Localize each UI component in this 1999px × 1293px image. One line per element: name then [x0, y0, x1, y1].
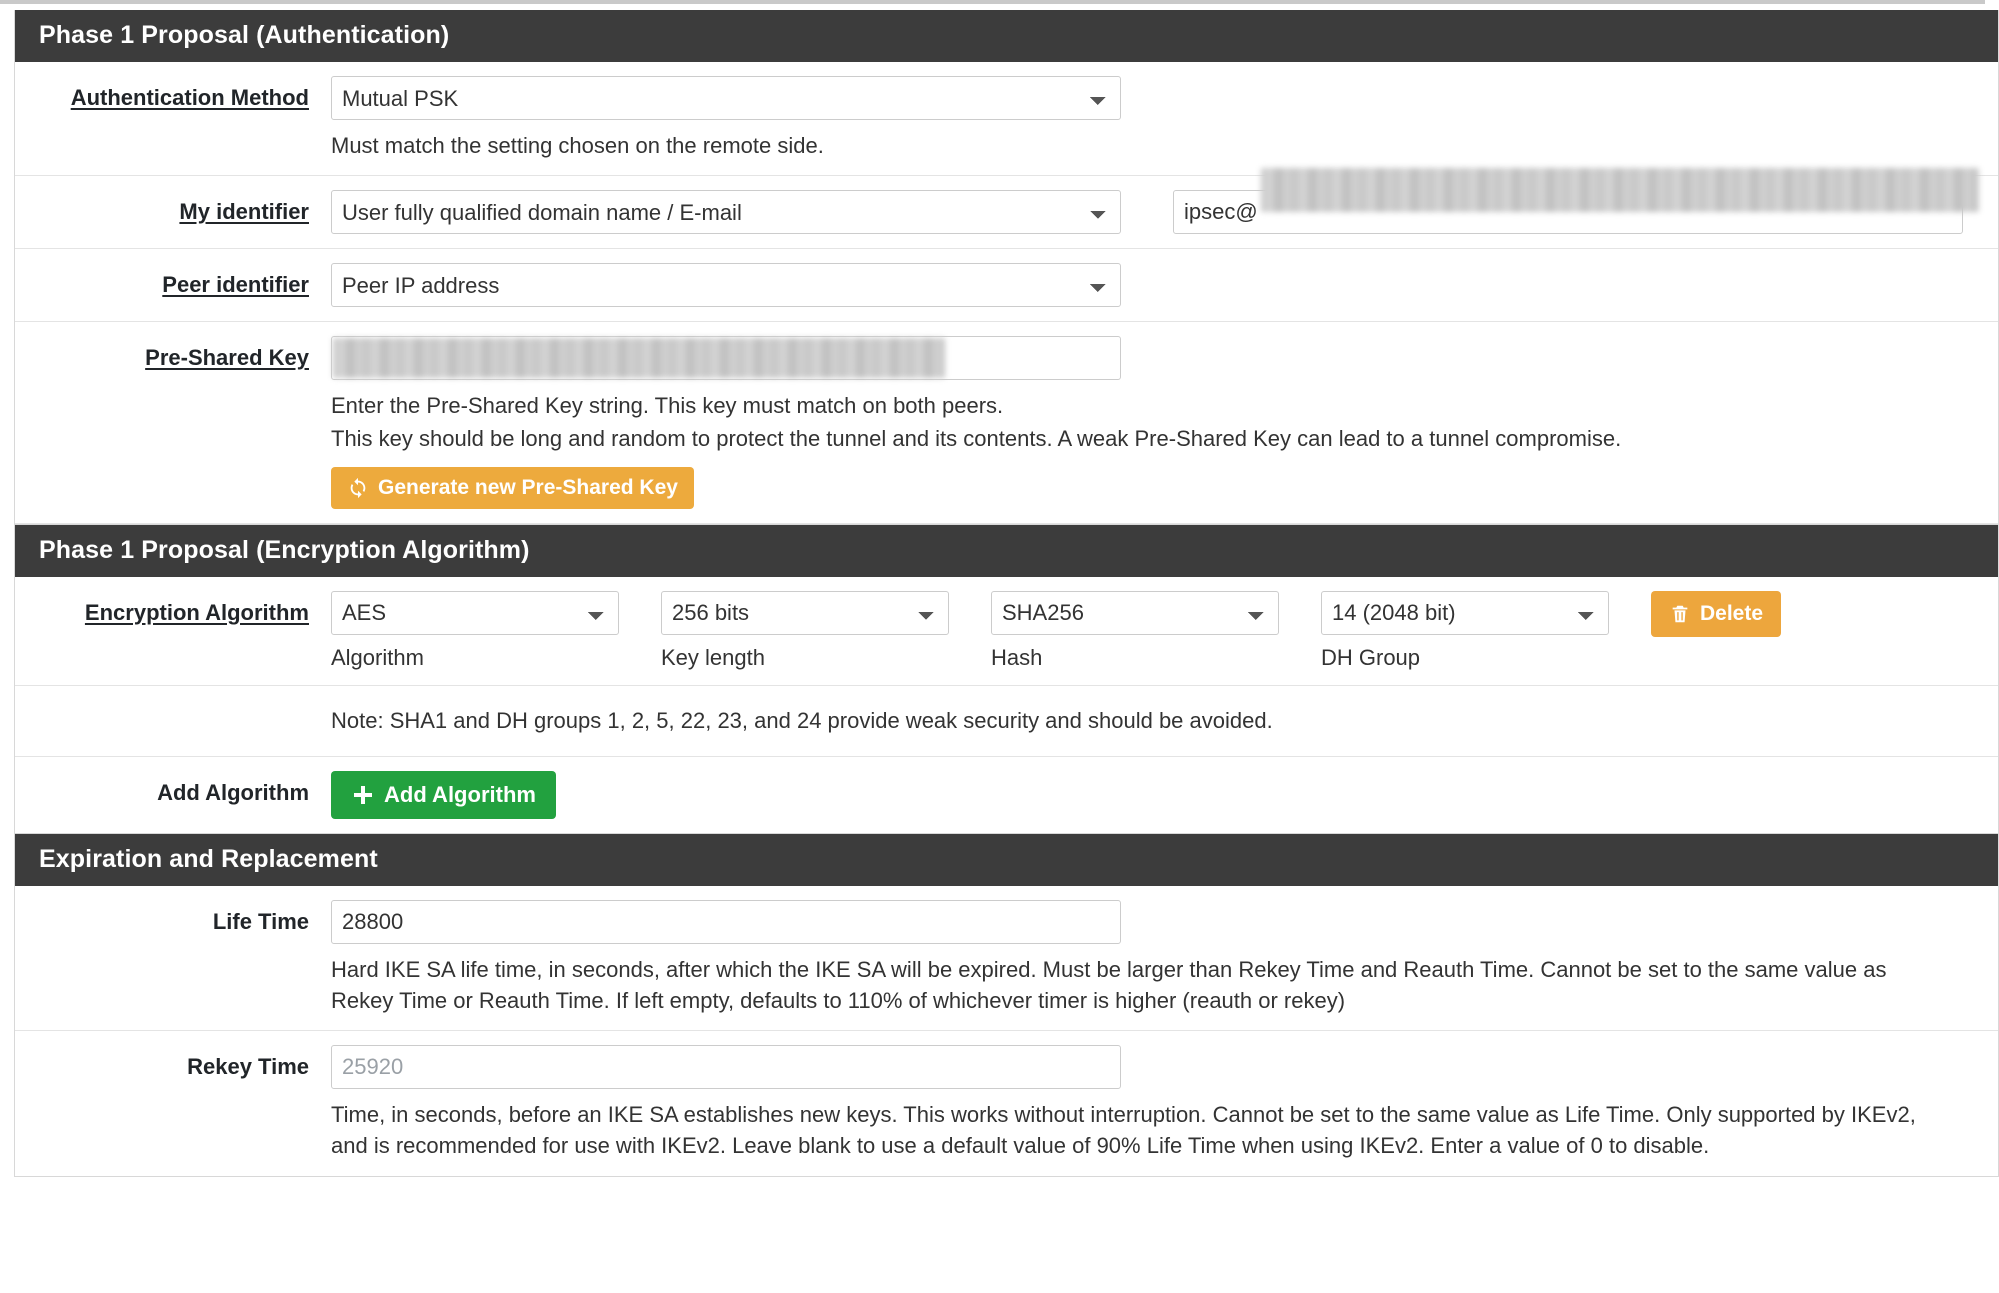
my-identifier-redaction — [1261, 168, 1979, 212]
hash-group — [991, 591, 1279, 671]
life-time-help: Hard IKE SA life time, in seconds, after which the IKE SA will be expired. Must be larger than Rekey Time and Reauth Time. Cannot be set to the same value as Rekey Time or Reauth Time. If left empty, defaults to 110% of whichever timer is higher (reauth or rekey) — [331, 956, 1887, 1013]
panel-heading-phase1-authentication: Phase 1 Proposal (Authentication) — [15, 10, 1998, 62]
refresh-icon — [347, 477, 369, 499]
peer-identifier-type-select[interactable] — [331, 263, 1121, 307]
row-rekey-time — [15, 1031, 1998, 1175]
add-algorithm-label: Add Algorithm — [384, 781, 536, 807]
label-authentication-method: Authentication Method — [70, 85, 309, 110]
trash-icon — [1669, 603, 1691, 625]
dh-group-caption: DH Group — [1321, 644, 1421, 670]
label-encryption-algorithm: Encryption Algorithm — [84, 599, 309, 625]
rekey-time-input[interactable] — [331, 1045, 1121, 1089]
plus-icon — [351, 783, 375, 807]
hash-caption: Hash — [991, 644, 1043, 670]
row-encryption-algorithm — [15, 577, 1998, 686]
generate-pre-shared-key-button[interactable] — [331, 467, 694, 509]
pre-shared-key-redaction — [333, 338, 945, 378]
label-my-identifier: My identifier — [179, 199, 309, 225]
add-algorithm-button[interactable] — [331, 771, 556, 819]
my-identifier-type-select[interactable] — [331, 190, 1121, 234]
panel-phase1-authentication — [14, 10, 1999, 525]
label-pre-shared-key: Pre-Shared Key — [145, 345, 309, 371]
encryption-algorithm-caption: Algorithm — [331, 644, 424, 670]
key-length-caption: Key length — [661, 644, 765, 670]
row-peer-identifier — [15, 249, 1998, 322]
encryption-weak-security-note: Note: SHA1 and DH groups 1, 2, 5, 22, 23, and 24 provide weak security and should be avoided. — [15, 686, 1998, 757]
dh-group-group — [1321, 591, 1609, 671]
panel-heading-expiration-replacement: Expiration and Replacement — [15, 834, 1998, 886]
hash-select[interactable] — [991, 591, 1279, 635]
rekey-time-help: Time, in seconds, before an IKE SA establishes new keys. This works without interruption. Cannot be set to the same value as Life Time. Only supported by IKEv2, and is recommended for use with IKEv2. Leave blank to use a default value of 90% Life Time when using IKEv2. Enter a value of 0 to disable. — [331, 1102, 1916, 1159]
delete-algorithm-label: Delete — [1700, 602, 1764, 626]
panel-heading-phase1-encryption: Phase 1 Proposal (Encryption Algorithm) — [15, 525, 1998, 577]
delete-algorithm-group — [1651, 591, 1781, 637]
pre-shared-key-help-line1: Enter the Pre-Shared Key string. This key must match on both peers. — [331, 393, 1004, 419]
pre-shared-key-help-line2: This key should be long and random to protect the tunnel and its contents. A weak Pre-Shared Key can lead to a tunnel compromise. — [331, 426, 1622, 452]
page-top-divider — [0, 0, 1985, 10]
row-my-identifier — [15, 176, 1998, 249]
label-peer-identifier: Peer identifier — [162, 272, 309, 298]
key-length-group — [661, 591, 949, 671]
key-length-select[interactable] — [661, 591, 949, 635]
row-add-algorithm — [15, 757, 1998, 833]
row-pre-shared-key — [15, 322, 1998, 523]
generate-pre-shared-key-label: Generate new Pre-Shared Key — [378, 476, 678, 500]
row-life-time — [15, 886, 1998, 1031]
encryption-algorithm-select[interactable] — [331, 591, 619, 635]
label-rekey-time: Rekey Time — [187, 1054, 309, 1080]
my-identifier-value-wrap — [1173, 190, 1963, 234]
panel-phase1-encryption — [14, 525, 1999, 834]
label-life-time: Life Time — [212, 908, 309, 934]
delete-algorithm-button[interactable] — [1651, 591, 1781, 637]
row-authentication-method — [15, 62, 1998, 176]
label-add-algorithm: Add Algorithm — [157, 779, 309, 805]
life-time-input[interactable] — [331, 900, 1121, 944]
authentication-method-select[interactable] — [331, 76, 1121, 120]
panel-expiration-replacement — [14, 834, 1999, 1177]
encryption-algorithm-group — [331, 591, 619, 671]
dh-group-select[interactable] — [1321, 591, 1609, 635]
authentication-method-help: Must match the setting chosen on the remote side. — [331, 133, 824, 158]
